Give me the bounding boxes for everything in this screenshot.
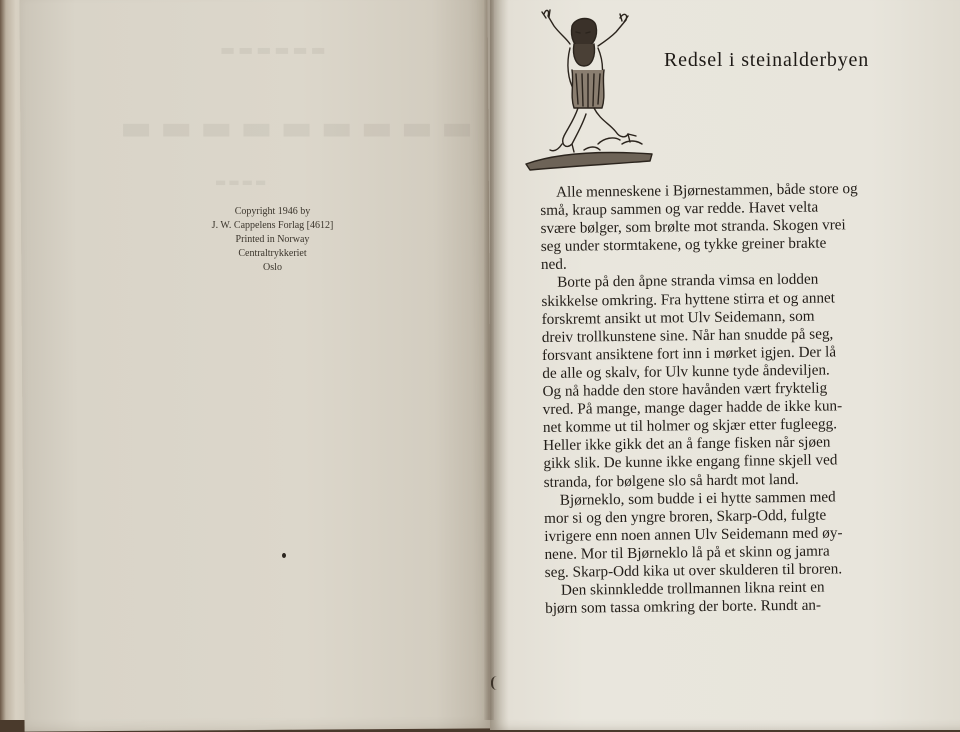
copyright-imprint (185, 205, 360, 275)
text-line: dreiv trollkunstene sine. Når han snudde på seg, (541, 325, 834, 346)
text-line: Alle menneskene i Bjørnestammen, både store og (555, 180, 858, 201)
imprint-line: Centraltrykkeriet (238, 248, 307, 259)
text-line: nene. Mor til Bjørneklo lå på et skinn og jamra (544, 542, 830, 563)
chapter-title: Redsel i steinalderbyen (664, 49, 870, 71)
text-line: seg under stormtakene, og tykke greiner brakte (540, 234, 827, 256)
text-line: forsvant ansiktene fort inn i mørket igjen. Der lå (541, 343, 837, 364)
text-line: svære bølger, som brølte mot stranda. Skogen vrei (540, 216, 846, 238)
show-through-mark: ▬▬▬▬ (215, 175, 269, 189)
chapter-body-text (540, 179, 925, 618)
imprint-line: Printed in Norway (235, 234, 310, 245)
text-line: de alle og skalv, for Ulv kunne tyde åndeviljen. (542, 361, 830, 382)
imprint-line: Oslo (263, 262, 282, 273)
text-line: ned. (540, 256, 567, 274)
imprint-line: J. W. Cappelens Forlag [4612] (211, 220, 334, 231)
text-line: forskremt ansikt ut mot Ulv Seidemann, som (541, 307, 815, 328)
text-line: skikkelse omkring. Fra hyttene stirra et og annet (541, 288, 836, 310)
paper-mark (491, 676, 499, 690)
text-line: mor si og den yngre broren, Skarp-Odd, fulgte (543, 506, 827, 527)
caveman-illustration (524, 4, 664, 174)
text-line: Bjørneklo, som budde i ei hytte sammen med (559, 488, 836, 509)
text-line: vred. På mange, mange dager hadde de ikke kun- (542, 397, 843, 419)
imprint-line: Copyright 1946 by (234, 206, 311, 217)
text-line: Og nå hadde den store havånden vært fryktelig (542, 379, 828, 401)
text-line: gikk slik. De kunne ikke engang finne skjell ved (543, 451, 838, 473)
book-gutter (484, 0, 494, 720)
text-line: stranda, for bølgene slo så hardt mot land. (543, 470, 799, 491)
text-line: Borte på den åpne stranda vimsa en lodden (557, 271, 819, 292)
text-line: seg. Skarp-Odd kika ut over skulderen til broren. (544, 560, 843, 581)
text-line: Den skinnkledde trollmannen likna reint en (560, 578, 825, 599)
text-line: små, kraup sammen og var redde. Havet velta (540, 198, 819, 220)
ink-dot (282, 553, 286, 558)
show-through-mark: ▬▬▬▬▬▬ (220, 40, 329, 59)
text-line: Heller ikke gikk det an å fange fisken når sjøen (543, 433, 831, 455)
show-through-mark: ▬▬▬▬▬▬▬▬▬ (120, 108, 482, 148)
text-line: ivrigere enn noen annen Ulv Seidemann med øy- (544, 524, 843, 545)
text-line: net komme ut til holmer og skjær etter fugleegg. (542, 415, 838, 437)
text-line: bjørn som tassa omkring der borte. Rundt an- (545, 596, 822, 618)
